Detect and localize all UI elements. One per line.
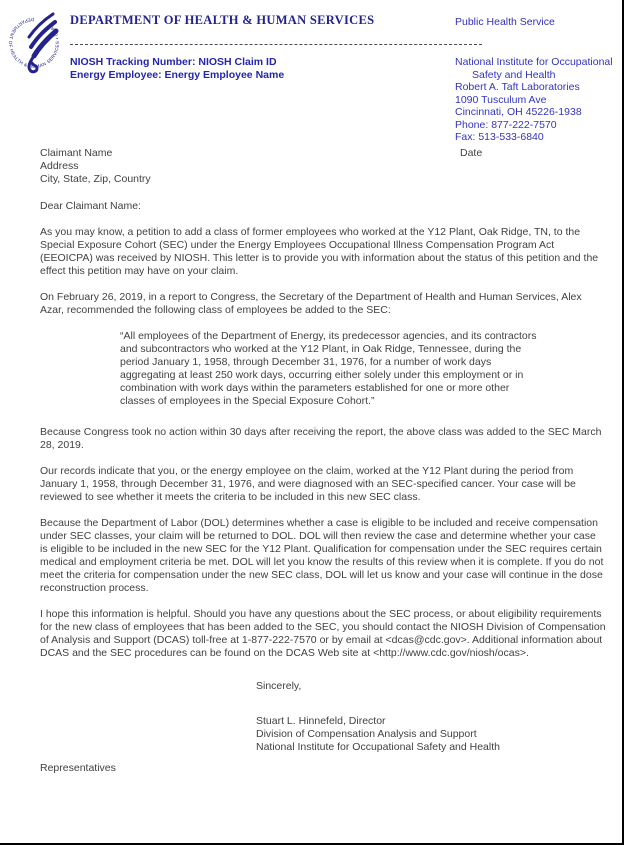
agency-address-line: Cincinnati, OH 45226-1938 xyxy=(455,106,582,118)
salutation: Dear Claimant Name: xyxy=(40,200,141,212)
paragraph-dol-review: Because the Department of Labor (DOL) determines whether a case is eligible to be included and receive compensation under SEC classes, your claim will be returned to DOL. DOL will then review the case and determine whether your case is eligible to be included in the new SEC for the Y12 Plant. Qualification for compensation under the SEC requires certain medical and employment criteria be met. DOL will let you know the results of this review when it is complete. If you do not meet the criteria for compensation under the new SEC class, DOL will let us know and your case will continue in the dose reconstruction process. xyxy=(40,517,604,594)
sec-class-quote: “All employees of the Department of Energy, its predecessor agencies, and its contractors and subcontractors who worked at the Y12 Plant, in Oak Ridge, Tennessee, during the period January 1, 1958, through December 31, 1976, for a number of work days aggregating at least 250 work days, occurring either solely under this employment or in combination with work days within the parameters established for one or more other classes of employees in the Special Exposure Cohort.” xyxy=(120,330,537,407)
niosh-tracking-number: NIOSH Tracking Number: NIOSH Claim ID xyxy=(70,56,277,68)
department-title: DEPARTMENT OF HEALTH & HUMAN SERVICES xyxy=(70,13,375,27)
signer-institute: National Institute for Occupational Safety and Health xyxy=(256,741,500,753)
claimant-name: Claimant Name xyxy=(40,147,113,159)
claimant-city-state: City, State, Zip, Country xyxy=(40,173,151,185)
agency-address xyxy=(455,56,613,144)
agency-address-line: National Institute for Occupational xyxy=(455,56,613,68)
signer-name: Stuart L. Hinnefeld, Director xyxy=(256,715,386,727)
public-health-service-label: Public Health Service xyxy=(455,16,555,28)
agency-address-line: Robert A. Taft Laboratories xyxy=(455,81,580,93)
agency-address-line: 1090 Tusculum Ave xyxy=(455,93,547,106)
header-divider xyxy=(70,44,482,45)
letter-body xyxy=(40,147,606,775)
tracking-block xyxy=(70,56,284,82)
agency-address-line: Safety and Health xyxy=(472,68,556,81)
paragraph-contact-info: I hope this information is helpful. Should you have any questions about the SEC process, or about eligibility requirements for the new class of employees that has been added to the SEC, you should contact the NIOSH Division of Compensation of Analysis and Support (DCAS) toll-free at 1-877-222-7570 or by email at <dcas@cdc.gov>. Additional information about DCAS and the SEC procedures can be found on the DCAS Web site at <http://www.cdc.gov/niosh/ocas>. xyxy=(40,608,606,659)
energy-employee-name: Energy Employee: Energy Employee Name xyxy=(70,69,285,81)
paragraph-class-added: Because Congress took no action within 30 days after receiving the report, the above class was added to the SEC March 28, 2019. xyxy=(40,426,602,451)
signature-block xyxy=(256,715,606,754)
paragraph-report-to-congress: On February 26, 2019, in a report to Congress, the Secretary of the Department of Health and Human Services, Alex Azar, recommended the following class of employees be added to the SEC: xyxy=(40,291,582,316)
paragraph-records-indicate: Our records indicate that you, or the energy employee on the claim, worked at the Y12 Plant during the period from January 1, 1958, through December 31, 1976, and were diagnosed with an SEC-specified cancer. Your case will be reviewed to see whether it meets the criteria to be included in this new SEC class. xyxy=(40,465,576,503)
signer-division: Division of Compensation Analysis and Support xyxy=(256,728,477,740)
representatives-note: Representatives xyxy=(40,762,116,774)
paragraph-petition-status: As you may know, a petition to add a class of former employees who worked at the Y12 Plant, Oak Ridge, TN, to the Special Exposure Cohort (SEC) under the Energy Employees Occupational Illness Compensation Program Act (EEOICPA) was received by NIOSH. This letter is to provide you with information about the status of this petition and the effect this petition may have on your claim. xyxy=(40,226,599,277)
agency-fax: Fax: 513-533-6840 xyxy=(455,131,544,143)
date-placeholder: Date xyxy=(460,147,483,159)
hhs-seal-icon xyxy=(7,7,63,79)
closing: Sincerely, xyxy=(256,680,302,692)
claimant-address: Address xyxy=(40,160,79,172)
seal-arc-text: DEPARTMENT OF HEALTH & HUMAN SERVICES • USA xyxy=(7,16,61,70)
recipient-block xyxy=(40,147,606,186)
agency-phone: Phone: 877-222-7570 xyxy=(455,118,557,131)
